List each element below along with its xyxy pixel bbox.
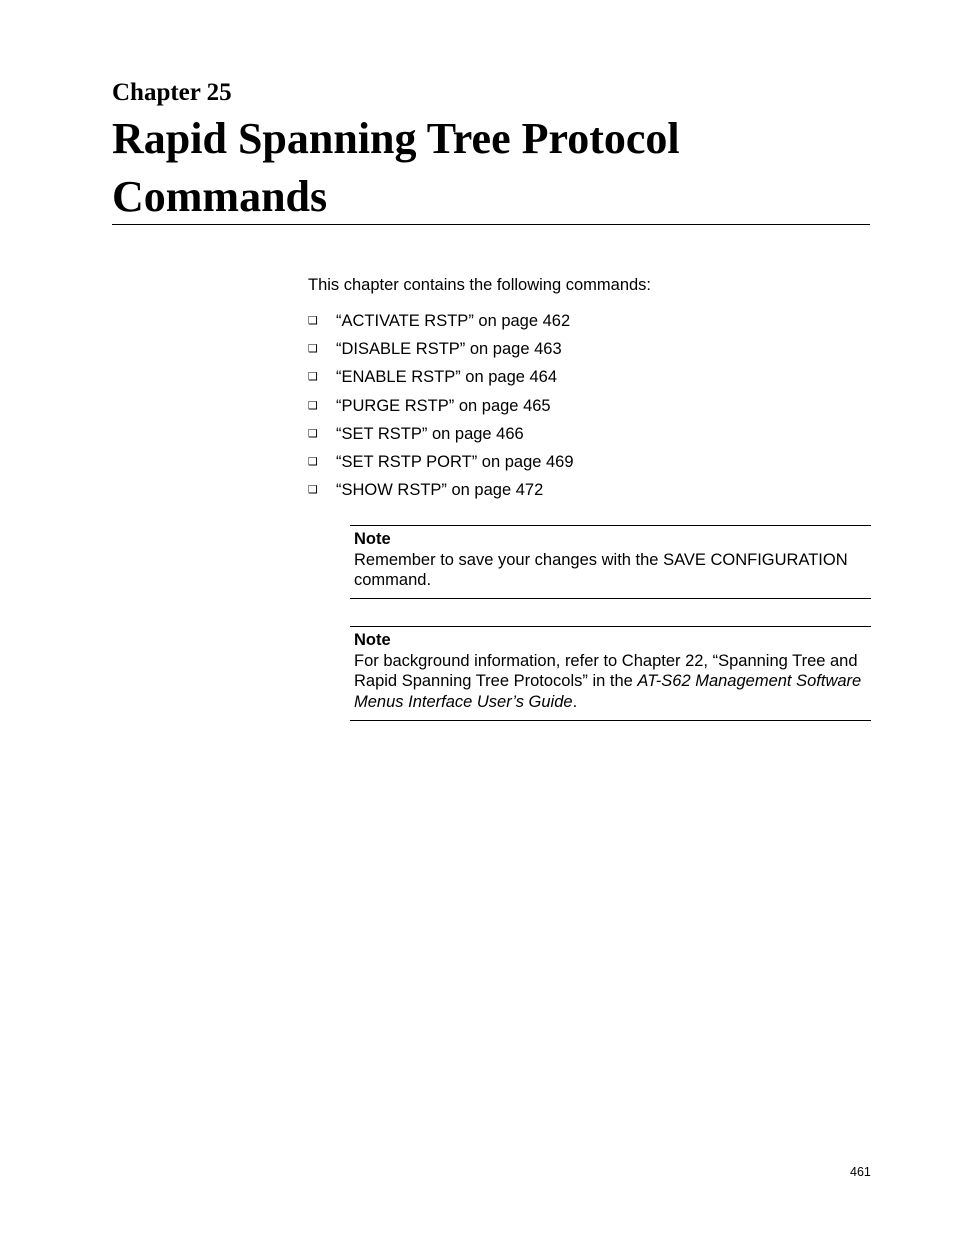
square-bullet-icon: ❑ xyxy=(308,314,318,327)
command-link-disable-rstp[interactable]: “DISABLE RSTP” on page 463 xyxy=(336,340,562,359)
page-number: 461 xyxy=(850,1165,871,1179)
square-bullet-icon: ❑ xyxy=(308,483,318,497)
list-item xyxy=(308,424,574,452)
command-list xyxy=(308,311,574,508)
square-bullet-icon: ❑ xyxy=(308,398,318,412)
note-heading: Note xyxy=(354,631,391,649)
chapter-title-line2: Commands xyxy=(112,172,328,221)
guide-title: AT-S62 Management Software Menus Interface User’s Guide xyxy=(354,672,862,711)
list-item xyxy=(308,452,574,480)
command-link-enable-rstp[interactable]: “ENABLE RSTP” on page 464 xyxy=(336,368,558,387)
square-bullet-icon: ❑ xyxy=(308,426,318,440)
note-save-configuration xyxy=(350,525,871,599)
command-link-set-rstp-port[interactable]: “SET RSTP PORT” on page 469 xyxy=(336,452,574,471)
command-link-purge-rstp[interactable]: “PURGE RSTP” on page 465 xyxy=(336,396,551,415)
command-link-show-rstp[interactable]: “SHOW RSTP” on page 472 xyxy=(336,481,544,500)
note-text: Remember to save your changes with the SAVE CONFIGURATION command. xyxy=(354,550,848,589)
note-heading: Note xyxy=(354,530,391,548)
square-bullet-icon: ❑ xyxy=(308,342,318,356)
list-item xyxy=(308,396,574,424)
square-bullet-icon: ❑ xyxy=(308,454,318,468)
note-background-info xyxy=(350,626,871,721)
command-link-activate-rstp[interactable]: “ACTIVATE RSTP” on page 462 xyxy=(336,312,571,330)
square-bullet-icon: ❑ xyxy=(308,370,318,384)
note-text-after: . xyxy=(572,692,578,711)
command-link-set-rstp[interactable]: “SET RSTP” on page 466 xyxy=(336,424,524,443)
list-item xyxy=(308,311,574,339)
intro-text: This chapter contains the following commands: xyxy=(308,276,652,294)
list-item xyxy=(308,339,574,367)
note-text xyxy=(354,651,867,713)
list-item xyxy=(308,480,574,508)
list-item xyxy=(308,367,574,395)
chapter-title xyxy=(112,110,872,226)
title-rule xyxy=(112,224,870,225)
chapter-label: Chapter 25 xyxy=(112,79,232,106)
chapter-title-line1: Rapid Spanning Tree Protocol xyxy=(112,114,680,163)
note-text-before: For background information, refer to Chapter 22, “Spanning Tree and Rapid Spanning Tree Protocols” in the xyxy=(354,651,858,690)
